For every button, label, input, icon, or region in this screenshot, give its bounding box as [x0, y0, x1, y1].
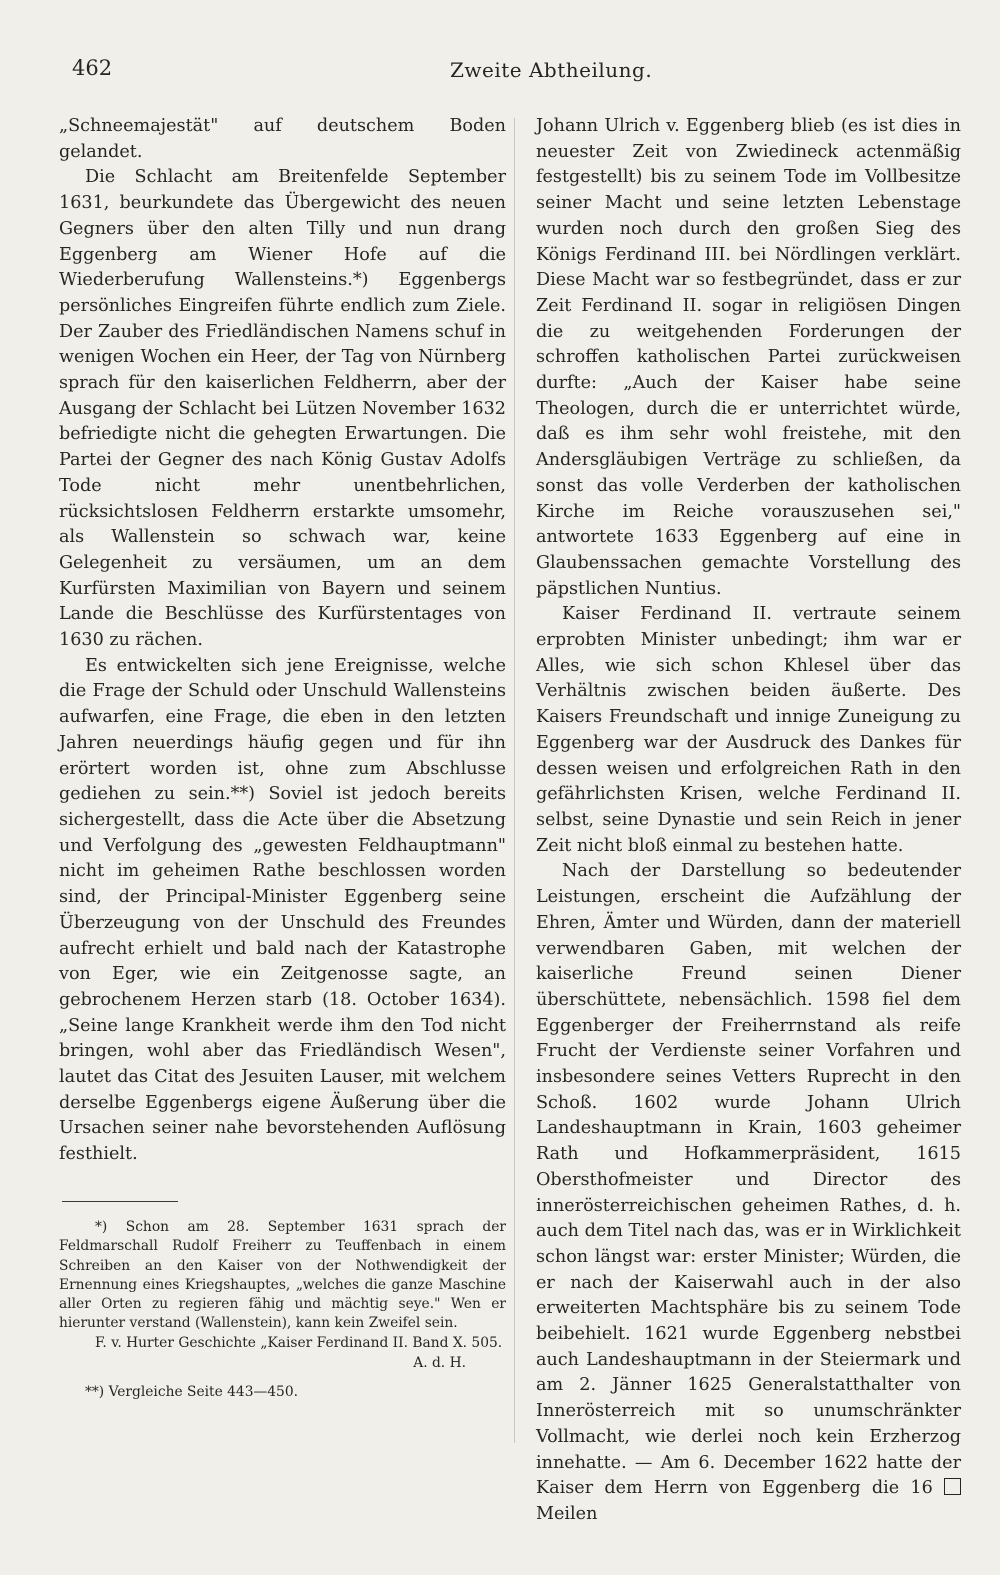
column-divider: [514, 118, 515, 1443]
right-column: [536, 114, 961, 1528]
paragraph: Es entwickelten sich jene Ereignisse, welche die Frage der Schuld oder Unschuld Wallensteins aufwarfen, eine Frage, die eben in den letzten Jahren neuerdings häufig gegen und für ihn erörtert worden ist, ohne zum Abschlusse gediehen zu sein.**) Soviel ist jedoch bereits sichergestellt, dass die Acte über die Absetzung und Verfolgung des „gewesten Feldhauptmann" nicht im geheimen Rathe beschlossen worden sind, der Principal-Minister Eggenberg seine Überzeugung von der Unschuld des Freundes aufrecht erhielt und bald nach der Katastrophe von Eger, wie ein Zeitgenosse sagte, an gebrochenem Herzen starb (18. October 1634). „Seine lange Krankheit werde ihm den Tod nicht bringen, wohl aber das Friedländisch Wesen", lautet das Citat des Jesuiten Lauser, mit welchem derselbe Eggenbergs eigene Äußerung über die Ursachen seiner nahe bevorstehenden Auflösung festhielt.: [59, 655, 506, 1165]
running-header: Zweite Abtheilung.: [450, 58, 653, 82]
paragraph: Kaiser Ferdinand II. vertraute seinem erprobten Minister unbedingt; ihm war er Alles, wie sich schon Khlesel über das Verhältnis zwischen beiden äußerte. Des Kaisers Freundschaft und innige Zuneigung zu Eggenberg war der Ausdruck des Dankes für dessen weisen und erfolgreichen Rath in den gefährlichsten Krisen, welche Ferdinand II. selbst, seine Dynastie und sein Reich in jener Zeit nicht bloß einmal zu bestehen hatte.: [536, 604, 961, 856]
footnote-1-source: F. v. Hurter Geschichte „Kaiser Ferdinand II. Band X. 505.: [95, 1334, 503, 1351]
paragraph-text-end: Meilen: [536, 1503, 598, 1524]
square-mile-symbol-icon: [944, 1478, 961, 1495]
paragraph-text: Nach der Darstellung so bedeutender Leistungen, erscheint die Aufzählung der Ehren, Ämter und Würden, dann der materiell verwendbaren Gaben, mit welchen der kaiserliche Freund seinen Diener überschüttete, nebensächlich. 1598 fiel dem Eggenberger der Freiherrnstand als reife Frucht der Verdienste seiner Vorfahren und insbesondere seines Vetters Ruprecht in den Schoß. 1602 wurde Johann Ulrich Landeshauptmann in Krain, 1603 geheimer Rath und Hofkammerpräsident, 1615 Obersthofmeister und Director des innerösterreichischen geheimen Rathes, d. h. auch dem Titel nach das, was er in Wirklichkeit schon längst war: erster Minister; Würden, die er nach der Kaiserwahl auch in der also erweiterten Machtsphäre bis zu seinem Tode beibehielt. 1621 wurde Eggenberg nebstbei auch Landeshauptmann in der Steiermark und am 2. Jänner 1625 Generalstatthalter von Innerösterreich mit so unumschränkter Vollmacht, wie derlei noch kein Erzherzog innehatte. — Am 6. December 1622 hatte der Kaiser dem Herrn von Eggenberg die 16: [536, 861, 961, 1499]
left-column: [59, 114, 506, 1168]
footnote-2: **) Vergleiche Seite 443—450.: [85, 1384, 298, 1401]
footnote-1: *) Schon am 28. September 1631 sprach der Feldmarschall Rudolf Freiherr zu Teuffenbach in einem Schreiben an den Kaiser von der Nothwendigkeit der Ernennung eines Kriegshauptes, „welches die ganze Maschine aller Orten zu regieren fähig und mächtig seye." Wen er hierunter verstand (Wallenstein), kann kein Zweifel sein.: [59, 1219, 506, 1332]
footnote-1-signature: A. d. H.: [413, 1355, 466, 1372]
paragraph: Johann Ulrich v. Eggenberg blieb (es ist dies in neuester Zeit von Zwiedineck actenmäßig festgestellt) bis zu seinem Tode im Vollbesitze seiner Macht und seine letzten Lebenstage wurden noch durch den großen Sieg des Königs Ferdinand III. bei Nördlingen verklärt. Diese Macht war so festbegründet, dass er zur Zeit Ferdinand II. sogar in religiösen Dingen die zu weitgehenden Forderungen der schroffen katholischen Partei zurückweisen durfte: „Auch der Kaiser habe seine Theologen, durch die er unterrichtet würde, daß es ihm sehr wohl freistehe, mit den Andersgläubigen Verträge zu schließen, da sonst das volle Verderben der katholischen Kirche im Reiche vorauszusehen sei," antwortete 1633 Eggenberg auf eine in Glaubenssachen gemachte Vorstellung des päpstlichen Nuntius.: [536, 116, 961, 599]
paragraph: Die Schlacht am Breitenfelde September 1631, beurkundete das Übergewicht des neuen Gegners über den alten Tilly und nun drang Eggenberg am Wiener Hofe auf die Wiederberufung Wallensteins.*) Eggenbergs persönliches Eingreifen führte endlich zum Ziele. Der Zauber des Friedländischen Namens schuf in wenigen Wochen ein Heer, der Tag von Nürnberg sprach für den kaiserlichen Feldherrn, aber der Ausgang der Schlacht bei Lützen November 1632 befriedigte nicht die gehegten Erwartungen. Die Partei der Gegner des nach König Gustav Adolfs Tode nicht mehr unentbehrlichen, rücksichtslosen Feldherrn erstarkte umsomehr, als Wallenstein so schwach war, keine Gelegenheit zu versäumen, um an dem Kurfürsten Maximilian von Bayern und seinem Lande die Beschlüsse des Kurfürstentages von 1630 zu rächen.: [59, 167, 506, 651]
footnote-divider: [62, 1201, 178, 1202]
paragraph: [536, 859, 961, 1527]
footnotes: [59, 1218, 506, 1403]
page-number: 462: [72, 56, 113, 80]
paragraph: „Schneemajestät" auf deutschem Boden gelandet.: [59, 116, 506, 162]
